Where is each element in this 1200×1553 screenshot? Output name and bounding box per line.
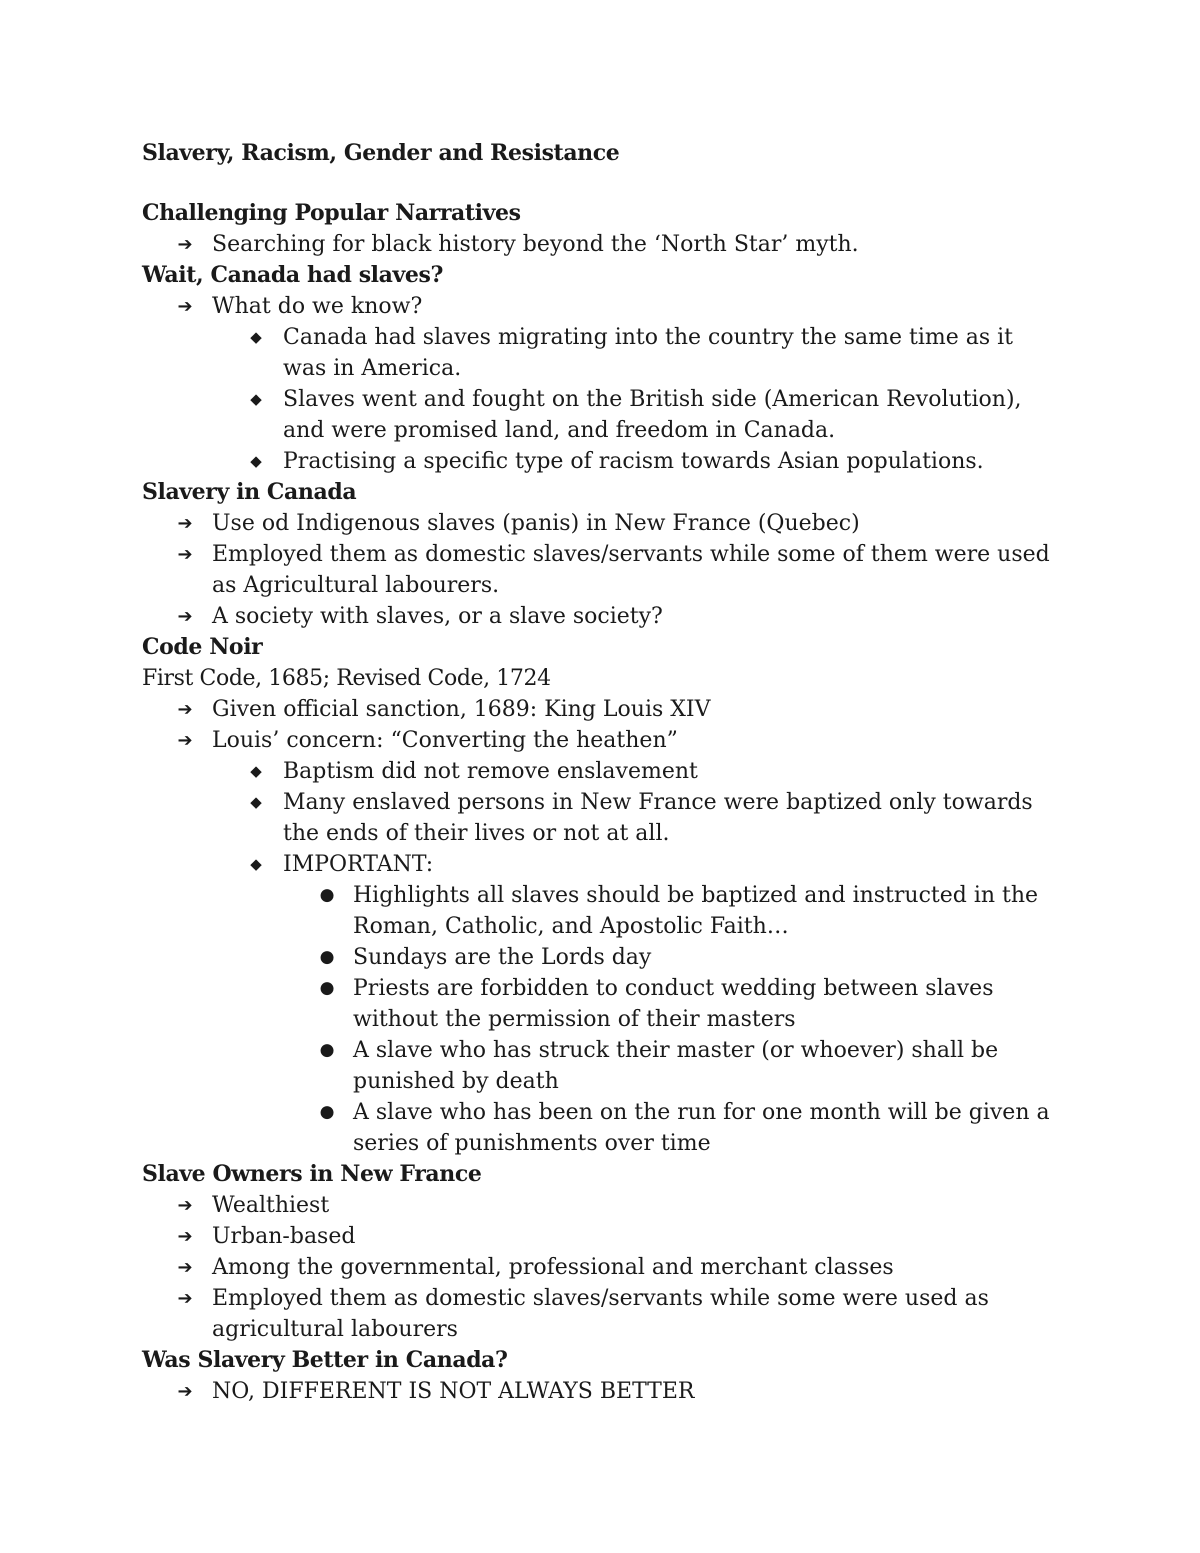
list-item-text: Wealthiest <box>212 1193 330 1218</box>
dot-icon: ● <box>319 947 335 967</box>
arrow-icon: ➔ <box>177 1226 193 1247</box>
arrow-icon: ➔ <box>177 1381 193 1402</box>
list-item <box>142 1283 1062 1345</box>
list-item-text: Employed them as domestic slaves/servants while some of them were used as Agricultural labourers. <box>212 542 1050 598</box>
list-item-text: Given official sanction, 1689: King Louis XIV <box>212 697 711 722</box>
arrow-icon: ➔ <box>177 1288 193 1309</box>
list-item <box>142 787 1062 849</box>
list-item <box>142 1097 1062 1159</box>
list-item <box>142 601 1062 632</box>
list-item-text: Louis’ concern: “Converting the heathen” <box>212 728 678 753</box>
dot-icon: ● <box>319 885 335 905</box>
diamond-icon: ◆ <box>250 328 262 346</box>
list-item <box>142 1190 1062 1221</box>
list-item <box>142 1035 1062 1097</box>
list-item-text: Highlights all slaves should be baptized and instructed in the Roman, Catholic, and Apostolic Faith… <box>353 883 1039 939</box>
list-item <box>142 942 1062 973</box>
diamond-icon: ◆ <box>250 452 262 470</box>
list-item <box>142 539 1062 601</box>
document-body <box>142 138 1062 1407</box>
section-heading: Code Noir <box>142 634 263 660</box>
page-title: Slavery, Racism, Gender and Resistance <box>142 140 620 166</box>
list-item-text: Canada had slaves migrating into the country the same time as it was in America. <box>283 325 1014 381</box>
dot-icon: ● <box>319 1102 335 1122</box>
arrow-icon: ➔ <box>177 1257 193 1278</box>
list-item-text: Slaves went and fought on the British side (American Revolution), and were promised land, and freedom in Canada. <box>283 387 1022 443</box>
section-heading: Was Slavery Better in Canada? <box>142 1347 508 1373</box>
list-item <box>142 756 1062 787</box>
list-item <box>142 694 1062 725</box>
dot-icon: ● <box>319 978 335 998</box>
section-heading: Challenging Popular Narratives <box>142 200 521 226</box>
arrow-icon: ➔ <box>177 513 193 534</box>
list-item-text: Urban-based <box>212 1224 356 1249</box>
list-item-text: Use od Indigenous slaves (panis) in New France (Quebec) <box>212 511 860 536</box>
list-item <box>142 1221 1062 1252</box>
list-item <box>142 508 1062 539</box>
list-item <box>142 849 1062 880</box>
list-item-text: Among the governmental, professional and merchant classes <box>212 1255 894 1280</box>
diamond-icon: ◆ <box>250 793 262 811</box>
list-item-text: A slave who has been on the run for one month will be given a series of punishments over time <box>353 1100 1050 1156</box>
list-item-text: Sundays are the Lords day <box>353 945 652 970</box>
section-heading: Wait, Canada had slaves? <box>142 262 443 288</box>
list-item <box>142 229 1062 260</box>
list-item <box>142 973 1062 1035</box>
list-item-text: Practising a specific type of racism towards Asian populations. <box>283 449 984 474</box>
arrow-icon: ➔ <box>177 606 193 627</box>
arrow-icon: ➔ <box>177 296 193 317</box>
arrow-icon: ➔ <box>177 730 193 751</box>
list-item <box>142 880 1062 942</box>
list-item <box>142 1376 1062 1407</box>
diamond-icon: ◆ <box>250 390 262 408</box>
arrow-icon: ➔ <box>177 234 193 255</box>
section-heading: Slavery in Canada <box>142 479 357 505</box>
list-item <box>142 291 1062 322</box>
list-item <box>142 384 1062 446</box>
list-item-text: Priests are forbidden to conduct wedding between slaves without the permission of their masters <box>353 976 994 1032</box>
dot-icon: ● <box>319 1040 335 1060</box>
list-item-text: A society with slaves, or a slave society? <box>212 604 663 629</box>
list-item-text: Searching for black history beyond the ‘North Star’ myth. <box>212 232 859 257</box>
code-dates-line: First Code, 1685; Revised Code, 1724 <box>142 666 551 691</box>
list-item <box>142 1252 1062 1283</box>
list-item <box>142 322 1062 384</box>
list-item-text: NO, DIFFERENT IS NOT ALWAYS BETTER <box>212 1379 695 1404</box>
diamond-icon: ◆ <box>250 855 262 873</box>
diamond-icon: ◆ <box>250 762 262 780</box>
list-item <box>142 446 1062 477</box>
list-item-text: What do we know? <box>212 294 423 319</box>
arrow-icon: ➔ <box>177 1195 193 1216</box>
list-item-text: IMPORTANT: <box>283 852 434 877</box>
list-item-text: Employed them as domestic slaves/servants while some were used as agricultural labourers <box>212 1286 989 1342</box>
list-item-text: A slave who has struck their master (or whoever) shall be punished by death <box>353 1038 999 1094</box>
section-heading: Slave Owners in New France <box>142 1161 482 1187</box>
list-item-text: Many enslaved persons in New France were baptized only towards the ends of their lives or not at all. <box>283 790 1033 846</box>
arrow-icon: ➔ <box>177 699 193 720</box>
list-item <box>142 725 1062 756</box>
list-item-text: Baptism did not remove enslavement <box>283 759 698 784</box>
arrow-icon: ➔ <box>177 544 193 565</box>
